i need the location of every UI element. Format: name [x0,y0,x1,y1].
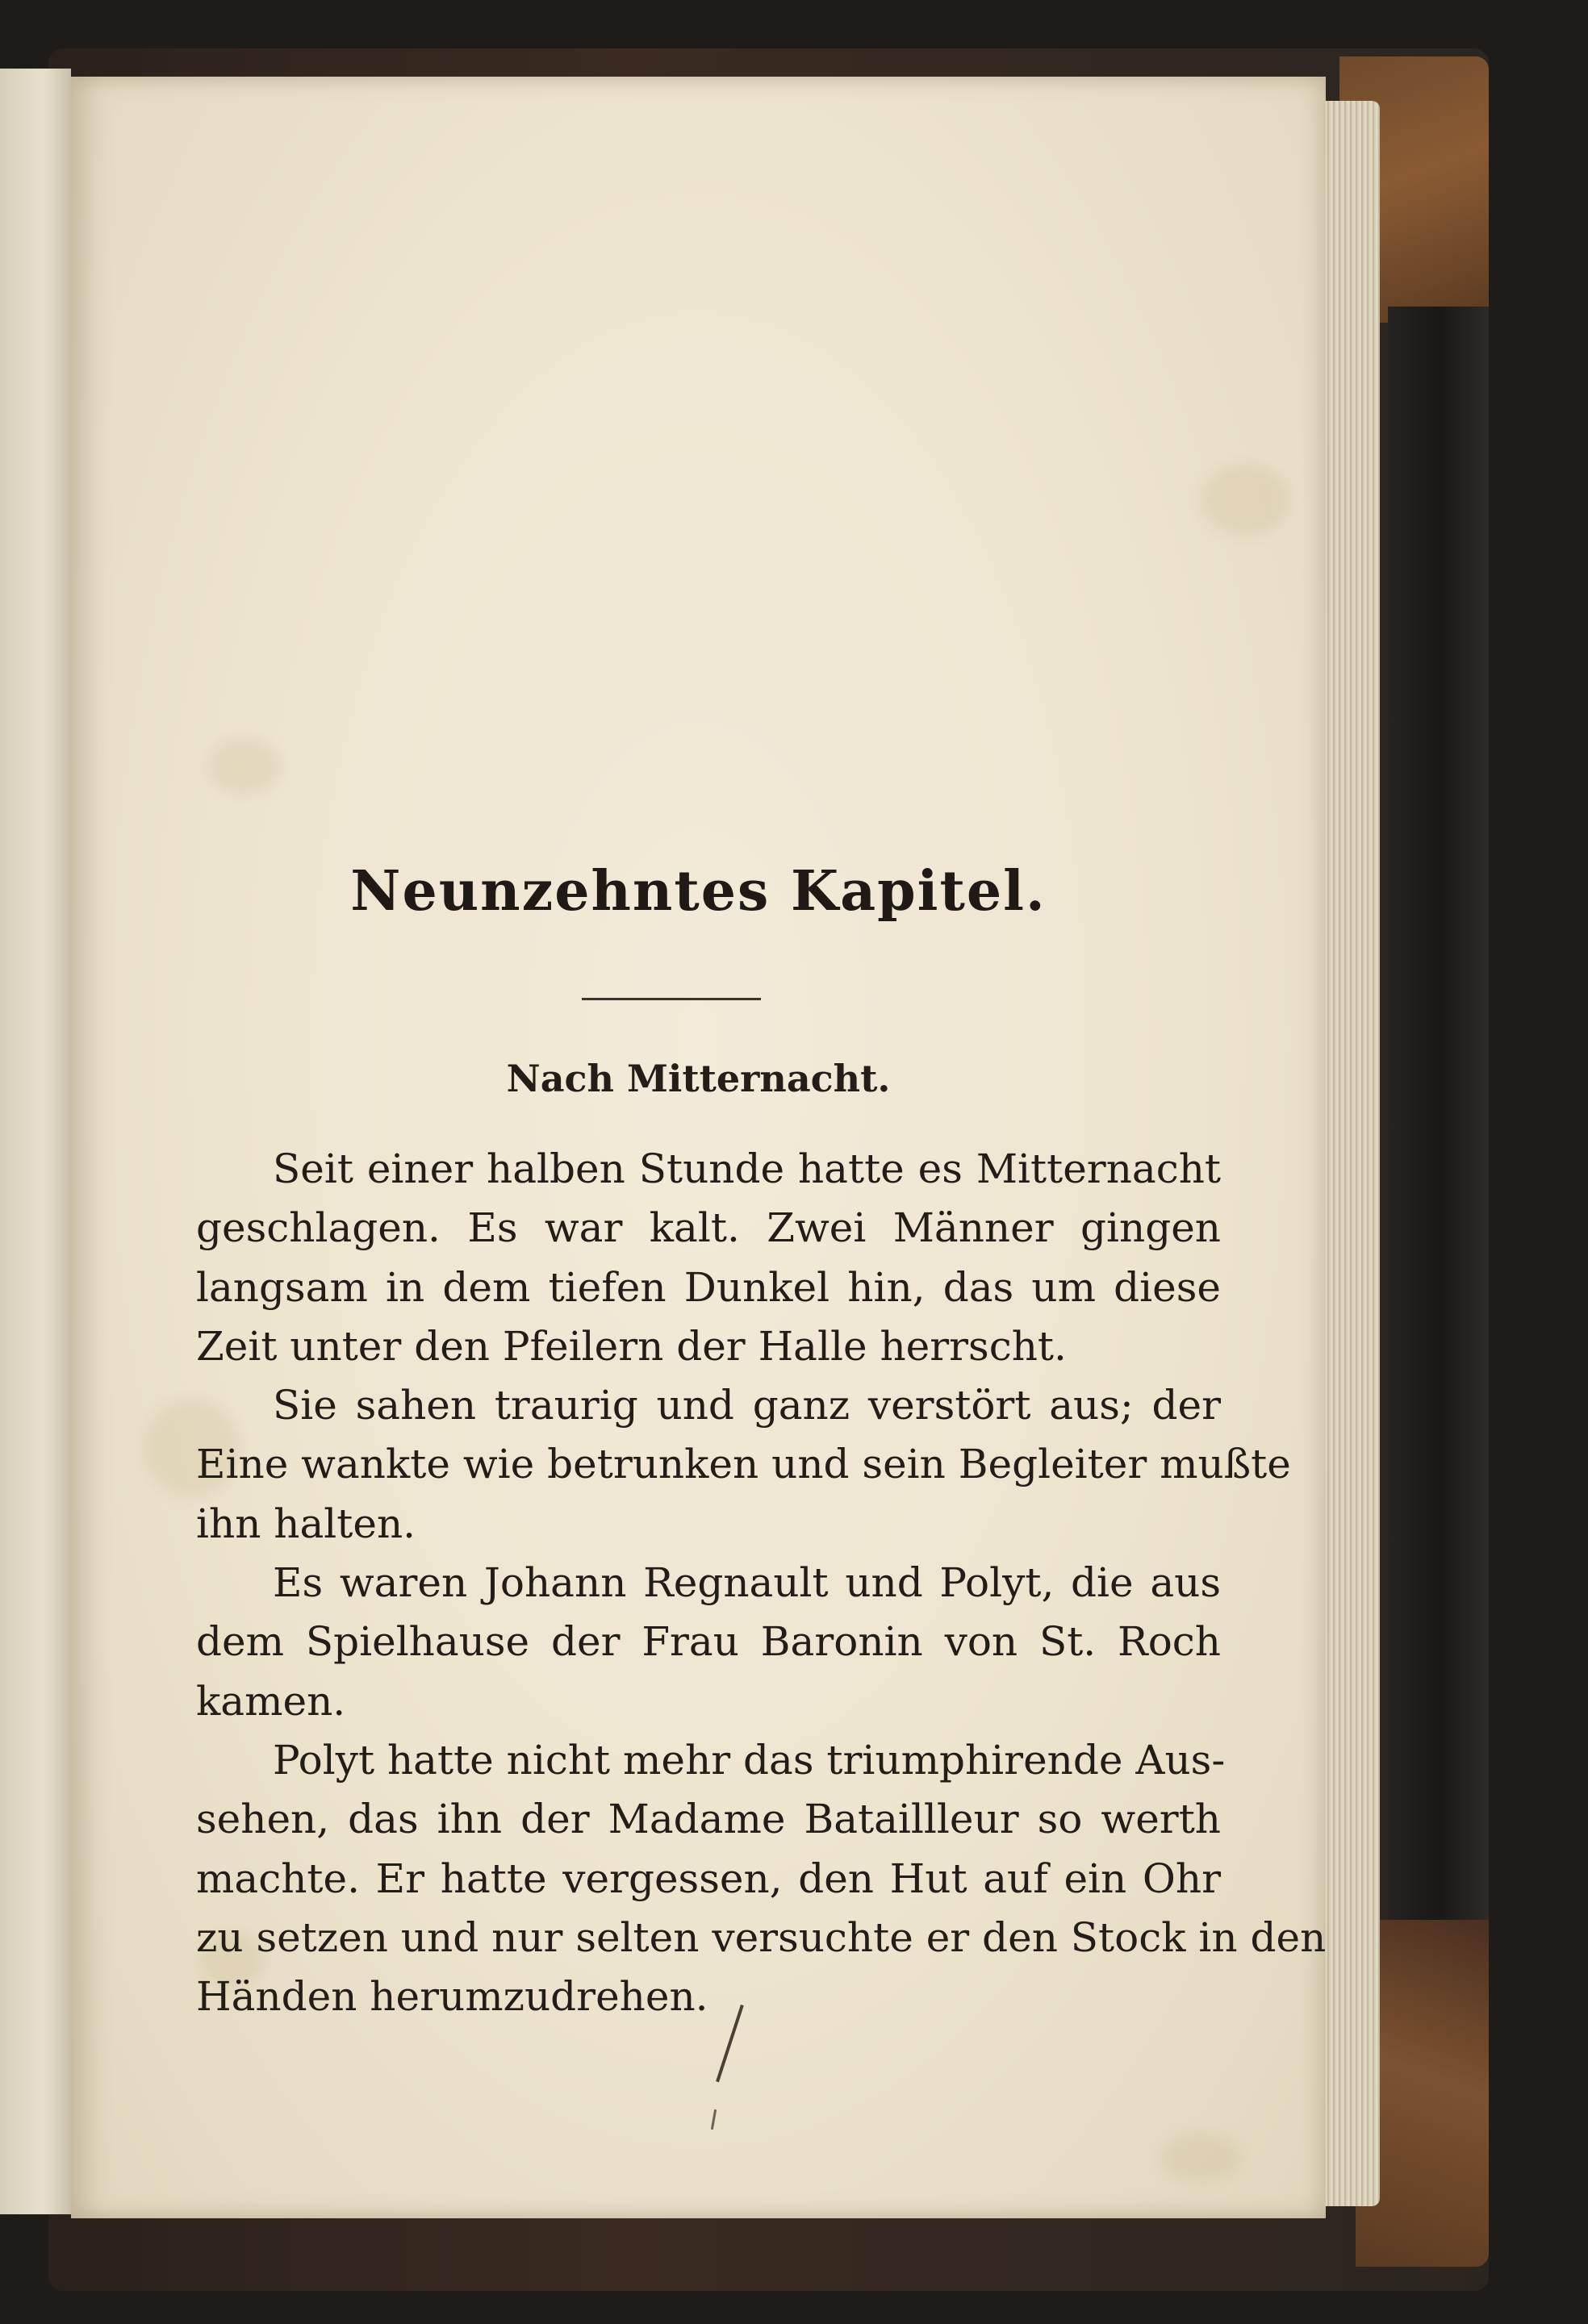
show-through-texture [184,335,1233,899]
text-line: langsam in dem tiefen Dunkel hin, das um diese [196,1263,1221,1311]
text-line: Seit einer halben Stunde hatte es Mitternacht [273,1145,1221,1192]
text-line: kamen. [196,1677,346,1725]
body-text [196,1140,1327,2026]
text-line: Händen herumzudrehen. [196,1973,708,2021]
pencil-mark [711,2109,717,2130]
left-page-edge [0,69,71,2214]
text-line: Polyt hatte nicht mehr das triumphirende Aus- [273,1736,1226,1784]
paper-stain [1160,2134,1241,2182]
title-divider [582,998,761,1000]
text-line: Eine wankte wie betrunken und sein Begleiter mußte [196,1441,1291,1488]
text-line: sehen, das ihn der Madame Bataillleur so werth [196,1796,1221,1843]
text-line: ihn halten. [196,1500,416,1547]
text-line: machte. Er hatte vergessen, den Hut auf ein Ohr [196,1855,1221,1902]
paper-stain [208,738,281,795]
paper-stain [1201,464,1289,536]
text-line: zu setzen und nur selten versuchte er den Stock in den [196,1913,1327,1961]
book-spine [1388,307,1489,1920]
text-line: geschlagen. Es war kalt. Zwei Männer gingen [196,1204,1221,1252]
text-line: Es waren Johann Regnault und Polyt, die aus [273,1559,1221,1607]
text-line: dem Spielhause der Frau Baronin von St. Roch [196,1618,1221,1666]
text-line: Sie sahen traurig und ganz verstört aus; der [273,1382,1221,1429]
book-page [71,77,1326,2218]
chapter-title: Neunzehntes Kapitel. [350,859,1047,924]
chapter-subtitle: Nach Mitternacht. [506,1057,891,1100]
text-line: Zeit unter den Pfeilern der Halle herrscht. [196,1322,1067,1370]
